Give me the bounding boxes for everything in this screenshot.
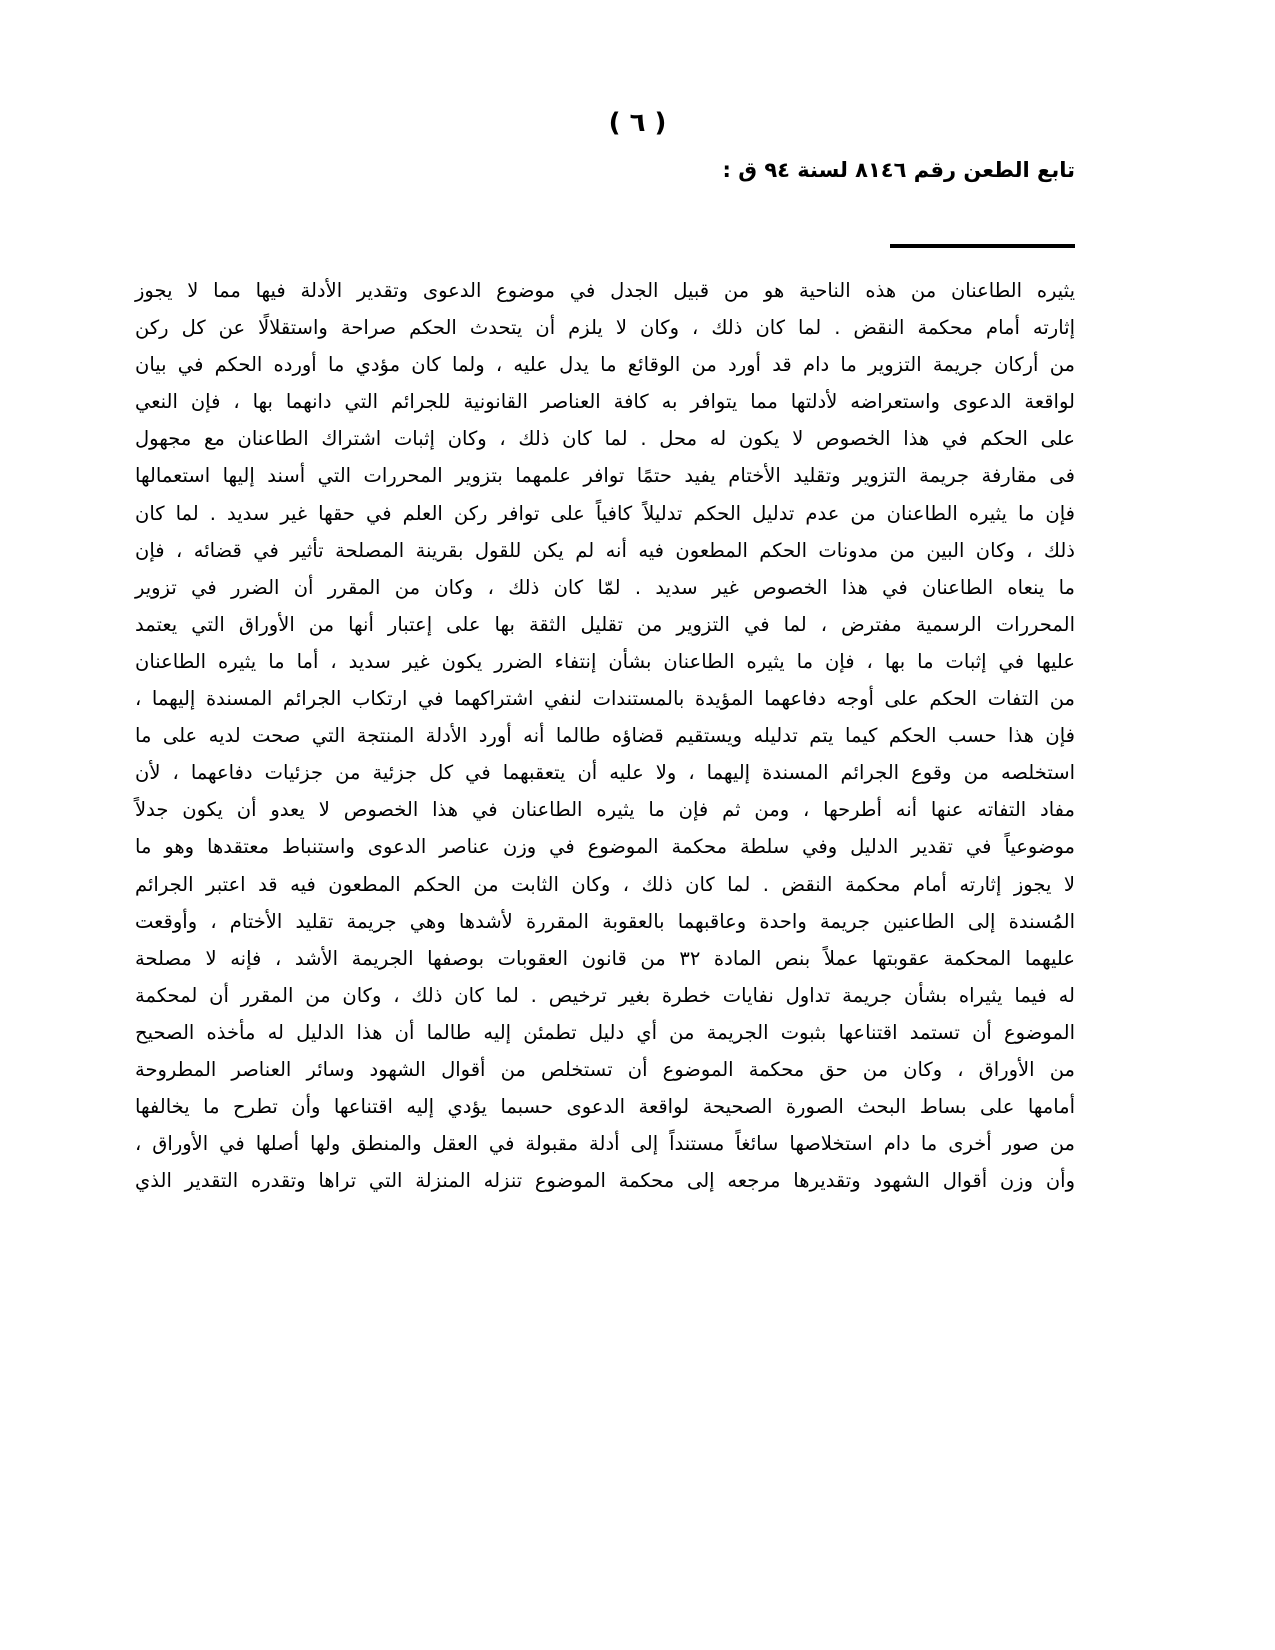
body-line: المحررات الرسمية مفترض ، لما في التزوير من تقليل الثقة بها على إعتبار أنها من الأوراق التي يعتمد [135, 612, 1075, 636]
body-line: على الحكم في هذا الخصوص لا يكون له محل . لما كان ذلك ، وكان إثبات اشتراك الطاعنان مع مجهول [135, 427, 1075, 451]
body-line: من أركان جريمة التزوير ما دام قد أورد من الوقائع ما يدل عليه ، ولما كان مؤدي ما أورده الحكم في بيان [135, 353, 1075, 377]
body-line: له فيما يثيراه بشأن جريمة تداول نفايات خطرة بغير ترخيص . لما كان ذلك ، وكان من المقرر أن لمحكمة [135, 983, 1075, 1007]
body-line: وأن وزن أقوال الشهود وتقديرها مرجعه إلى محكمة الموضوع تنزله المنزلة التي تراها وتقدره التقدير الذي [135, 1169, 1075, 1193]
body-line: من صور أخرى ما دام استخلاصها سائغاً مستنداً إلى أدلة مقبولة في العقل والمنطق ولها أصلها في الأوراق ، [135, 1132, 1075, 1156]
case-header: تابع الطعن رقم ٨١٤٦ لسنة ٩٤ ق : [722, 158, 1075, 182]
body-line: فى مقارفة جريمة التزوير وتقليد الأختام يفيد حتمًا توافر علمهما بتزوير المحررات التي أسند إليها استعمالها [135, 464, 1075, 488]
body-line: لا يجوز إثارته أمام محكمة النقض . لما كان ذلك ، وكان الثابت من الحكم المطعون فيه قد اعتبر الجرائم [135, 872, 1075, 896]
body-line: ما ينعاه الطاعنان في هذا الخصوص غير سديد . لمّا كان ذلك ، وكان من المقرر أن الضرر في تزوير [135, 575, 1075, 599]
body-line: فإن هذا حسب الحكم كيما يتم تدليله ويستقيم قضاؤه طالما أنه أورد الأدلة المنتجة التي صحت لديه على ما [135, 724, 1075, 748]
body-line: لواقعة الدعوى واستعراضه لأدلتها مما يتوافر به كافة العناصر القانونية للجرائم التي دانهما بها ، فإن النعي [135, 390, 1075, 414]
body-line: استخلصه من وقوع الجرائم المسندة إليهما ، ولا عليه أن يتعقبهما في كل جزئية من جزئيات دفاعهما ، لأن [135, 761, 1075, 785]
page-number: ( ٦ ) [608, 108, 667, 138]
body-line: فإن ما يثيره الطاعنان من عدم تدليل الحكم تدليلاً كافياً على توافر ركن العلم في حقها غير سديد . لما كان [135, 501, 1075, 525]
body-line: ذلك ، وكان البين من مدونات الحكم المطعون فيه أنه لم يكن للقول بقرينة المصلحة تأثير في قضائه ، فإن [135, 538, 1075, 562]
body-line: عليهما المحكمة عقوبتها عملاً بنص المادة ٣٢ من قانون العقوبات بوصفها الجريمة الأشد ، فإنه لا مصلحة [135, 946, 1076, 970]
body-text [135, 272, 1075, 1199]
body-line: إثارته أمام محكمة النقض . لما كان ذلك ، وكان لا يلزم أن يتحدث الحكم صراحة واستقلالًا عن كل ركن [135, 316, 1075, 340]
header-divider [890, 244, 1075, 248]
body-line: الموضوع أن تستمد اقتناعها بثبوت الجريمة من أي دليل تطمئن إليه طالما أن هذا الدليل له مأخذه الصحيح [135, 1020, 1075, 1044]
body-line: موضوعياً في تقدير الدليل وفي سلطة محكمة الموضوع في وزن عناصر الدعوى واستنباط معتقدها وهو ما [135, 835, 1075, 859]
body-line: يثيره الطاعنان من هذه الناحية هو من قبيل الجدل في موضوع الدعوى وتقدير الأدلة فيها مما لا يجوز [135, 279, 1075, 302]
body-line: مفاد التفاته عنها أنه أطرحها ، ومن ثم فإن ما يثيره الطاعنان في هذا الخصوص لا يعدو أن يكون جدلاً [135, 798, 1075, 822]
body-line: من التفات الحكم على أوجه دفاعهما المؤيدة بالمستندات لنفي اشتراكهما في ارتكاب الجرائم المسندة إليهما ، [135, 687, 1075, 711]
body-line: أمامها على بساط البحث الصورة الصحيحة لواقعة الدعوى حسبما يؤدي إليه اقتناعها وأن تطرح ما يخالفها [135, 1095, 1075, 1119]
body-line: من الأوراق ، وكان من حق محكمة الموضوع أن تستخلص من أقوال الشهود وسائر العناصر المطروحة [135, 1057, 1075, 1081]
body-line: عليها في إثبات ما بها ، فإن ما يثيره الطاعنان بشأن إنتفاء الضرر يكون غير سديد ، أما ما يثيره الطاعنان [135, 649, 1075, 673]
body-line: المُسندة إلى الطاعنين جريمة واحدة وعاقبهما بالعقوبة المقررة لأشدها وهي جريمة تقليد الأختام ، وأوقعت [135, 909, 1075, 933]
